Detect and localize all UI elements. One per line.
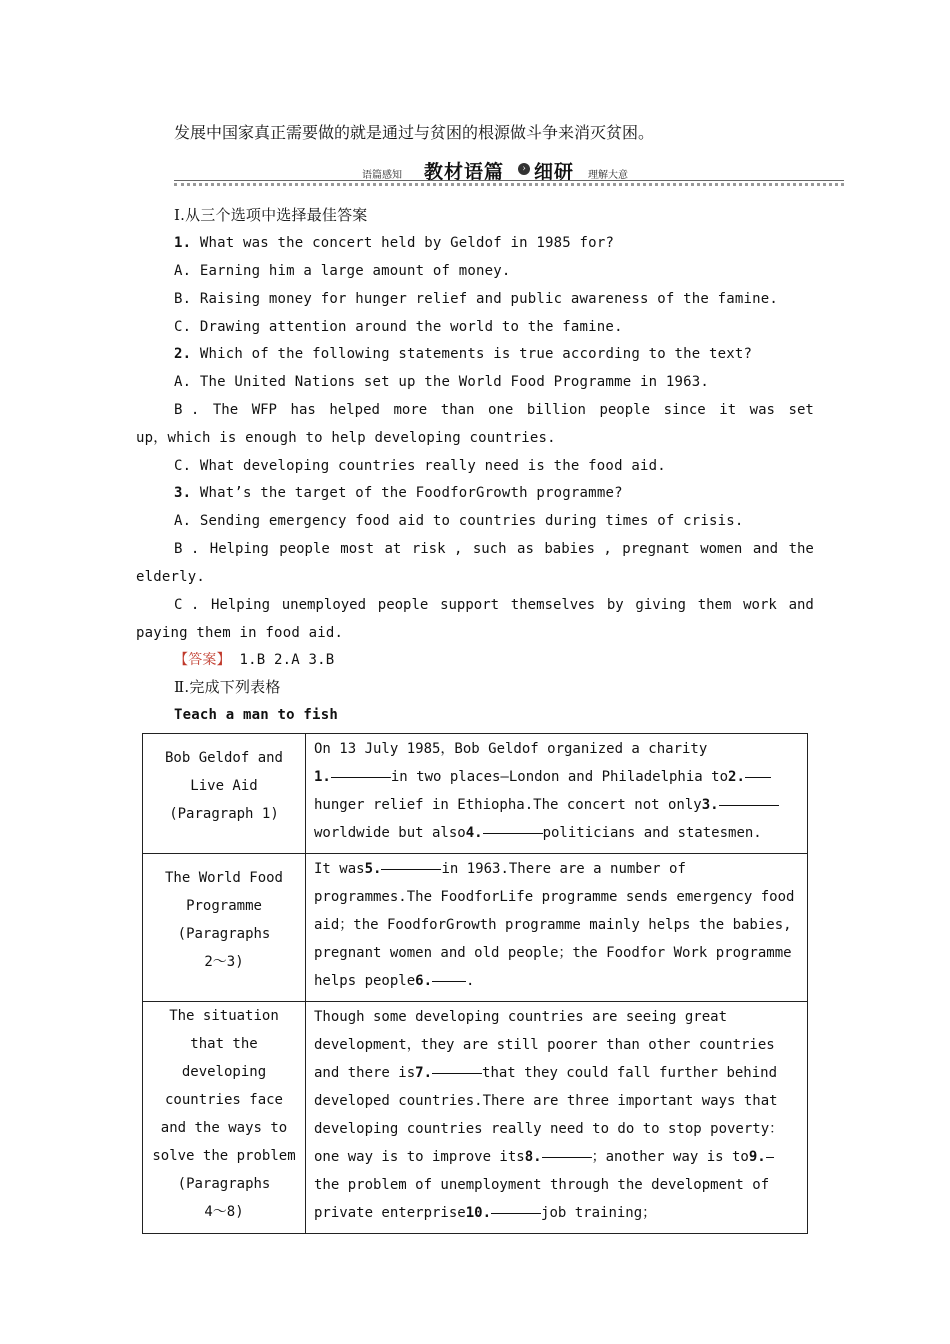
blank-5-number: 5. [364,861,382,877]
row3-label-line: The situation [169,1008,279,1024]
question-3 [174,483,623,503]
row2-label-line: 2～3) [204,954,244,970]
row3-label-line: that the [190,1036,258,1052]
option-2b-line2: up，which is enough to help developing countries. [136,430,556,446]
row2-line2: programmes.The FoodforLife programme sends emergency food [314,889,795,905]
word: unemployed [281,597,367,613]
word: and [788,597,814,613]
word: one [488,402,514,418]
row3-line1: Though some developing countries are seeing great [314,1009,728,1025]
row1-line4 [314,819,799,847]
row2-line5-end: . [466,973,475,989]
blank-10[interactable] [491,1199,541,1214]
row3-line2: development，they are still poorer than other countries [314,1037,775,1053]
part1-heading: Ⅰ.从三个选项中选择最佳答案 [174,206,368,224]
word: The [212,402,239,418]
part2-heading: Ⅱ.完成下列表格 [174,678,281,696]
row2-label-line: The World Food [164,870,283,886]
table-row [143,734,808,854]
word: at [384,541,402,557]
word: risk , [411,541,463,557]
row3-label-line: 4～8) [204,1204,244,1220]
row2-line3: aid；the FoodforGrowth programme mainly helps the babies, [314,917,792,933]
row3-line3 [314,1059,799,1087]
table-row [143,854,808,1002]
option-3b-line1 [174,539,814,559]
row1-line2-text: in two places—London and Philadelphia to [390,769,729,785]
option-3c-line2: paying them in food aid. [136,625,344,641]
row3-label [143,1002,306,1234]
blank-3[interactable] [719,791,779,806]
word: was [749,402,775,418]
answer-text: 1.B 2.A 3.B [230,652,335,668]
word: pregnant [622,541,690,557]
blank-8-number: 8. [524,1149,542,1165]
word: people [279,541,330,557]
answer-line [174,650,334,670]
row3-line6-text: one way is to improve its [314,1149,525,1165]
row2-line1-text: It was [314,861,365,877]
row3-label-line: (Paragraphs [177,1176,271,1192]
word: B . [174,541,200,557]
row2-line4: pregnant women and old people；the Foodfor Work programme [314,945,792,961]
row3-line6 [314,1143,799,1171]
row2-line1-end: in 1963.There are a number of [441,861,686,877]
row3-line5: developing countries really need to do to stop poverty： [314,1121,784,1137]
blank-9[interactable] [766,1143,774,1158]
row2-line5-text: helps people [314,973,416,989]
row3-label-line: and the ways to [160,1120,288,1136]
row1-label-line: Bob Geldof and [164,750,283,766]
chevron-right-icon: › [518,163,530,175]
blank-1-number: 1. [314,769,331,785]
word: it [719,402,737,418]
row1-line2 [314,763,799,791]
row1-line3-text: hunger relief in Ethiopha.The concert not only [314,797,702,813]
word: more [393,402,428,418]
row3-content [306,1002,808,1234]
word: such [472,541,507,557]
table-title: Teach a man to fish [174,707,338,723]
word: Helping [211,597,271,613]
word: has [290,402,316,418]
question-3-text: What’s the target of the FoodforGrowth programme? [191,485,623,501]
question-3-number: 3. [174,485,192,501]
word: than [440,402,475,418]
blank-2[interactable] [745,763,771,778]
blank-6[interactable] [432,967,466,982]
banner-title-a: 教材语篇 [424,161,505,183]
blank-2-number: 2. [728,769,745,785]
word: and [752,541,779,557]
blank-5[interactable] [381,855,441,870]
row1-line4-end: politicians and statesmen. [542,825,762,841]
option-3a: A. Sending emergency food aid to countries during times of crisis. [174,513,744,529]
blank-9-number: 9. [748,1149,766,1165]
row3-line8-end: job training； [541,1205,657,1221]
banner-title-b: 细研 [534,161,575,183]
row3-line3-text: and there is [314,1065,416,1081]
row3-line8 [314,1199,799,1227]
word: billion [526,402,586,418]
row1-label [143,734,306,854]
question-2-text: Which of the following statements is true according to the text? [191,346,753,362]
option-1a: A. Earning him a large amount of money. [174,263,511,279]
row3-line6-mid: ；another way is to [591,1149,749,1165]
row3-line3-end: that they could fall further behind [482,1065,778,1081]
row3-line7: the problem of unemployment through the development of [314,1177,770,1193]
row2-line5 [314,967,799,995]
option-3c-line1 [174,595,814,615]
option-2b-line1 [174,400,814,420]
word: women [700,541,743,557]
option-2c: C. What developing countries really need is the food aid. [174,458,666,474]
blank-6-number: 6. [415,973,433,989]
banner-right-label: 理解大意 [588,170,628,181]
row1-content [306,734,808,854]
row2-label-line: (Paragraphs [177,926,271,942]
word: giving [635,597,686,613]
word: WFP [251,402,277,418]
word: C . [174,597,200,613]
row1-line4-text: worldwide but also [314,825,466,841]
blank-7-number: 7. [415,1065,433,1081]
row2-label-line: Programme [186,898,262,914]
row3-label-line: developing [181,1064,267,1080]
word: people [599,402,651,418]
word: work [743,597,777,613]
question-2 [174,344,752,364]
word: B . [174,402,200,418]
option-1b: B. Raising money for hunger relief and public awareness of the famine. [174,291,779,307]
blank-7[interactable] [432,1059,482,1074]
row1-label-line: Live Aid [190,778,258,794]
blank-3-number: 3. [701,797,719,813]
question-1-text: What was the concert held by Geldof in 1985 for? [191,235,615,251]
word: most [340,541,375,557]
option-1c: C. Drawing attention around the world to the famine. [174,319,623,335]
row1-line1: On 13 July 1985，Bob Geldof organized a charity [314,741,708,757]
section-banner [174,154,844,188]
question-1-number: 1. [174,235,192,251]
row1-line3 [314,791,799,819]
word: as [517,541,534,557]
word: by [606,597,624,613]
blank-1[interactable] [331,763,391,778]
row3-label-line: solve the problem [152,1148,296,1164]
word: helped [329,402,380,418]
question-2-number: 2. [174,346,192,362]
word: themselves [510,597,596,613]
row2-line1 [314,855,799,883]
row2-content [306,854,808,1002]
option-3b-line2: elderly. [136,569,206,585]
banner-rule [174,180,844,181]
blank-4-number: 4. [465,825,483,841]
word: Helping [209,541,269,557]
banner-dotted-rule [174,183,844,186]
answer-label: 【答案】 [174,652,231,668]
word: set [788,402,814,418]
option-2a: A. The United Nations set up the World Food Programme in 1963. [174,374,709,390]
question-1 [174,233,614,253]
table-row [143,1002,808,1234]
row3-line8-text: private enterprise [314,1205,466,1221]
word: people [377,597,429,613]
intro-sentence: 发展中国家真正需要做的就是通过与贫困的根源做斗争来消灭贫困。 [174,123,655,142]
word: support [440,597,500,613]
word: them [697,597,732,613]
row2-label [143,854,306,1002]
word: since [663,402,706,418]
blank-4[interactable] [483,819,543,834]
blank-10-number: 10. [465,1205,492,1221]
blank-8[interactable] [542,1143,592,1158]
row3-label-line: countries face [164,1092,283,1108]
word: babies , [544,541,612,557]
word: the [788,541,814,557]
row1-label-line: (Paragraph 1) [169,806,279,822]
row3-line4: developed countries.There are three important ways that [314,1093,778,1109]
banner-left-label: 语篇感知 [362,170,402,181]
fill-in-table [142,733,808,1234]
